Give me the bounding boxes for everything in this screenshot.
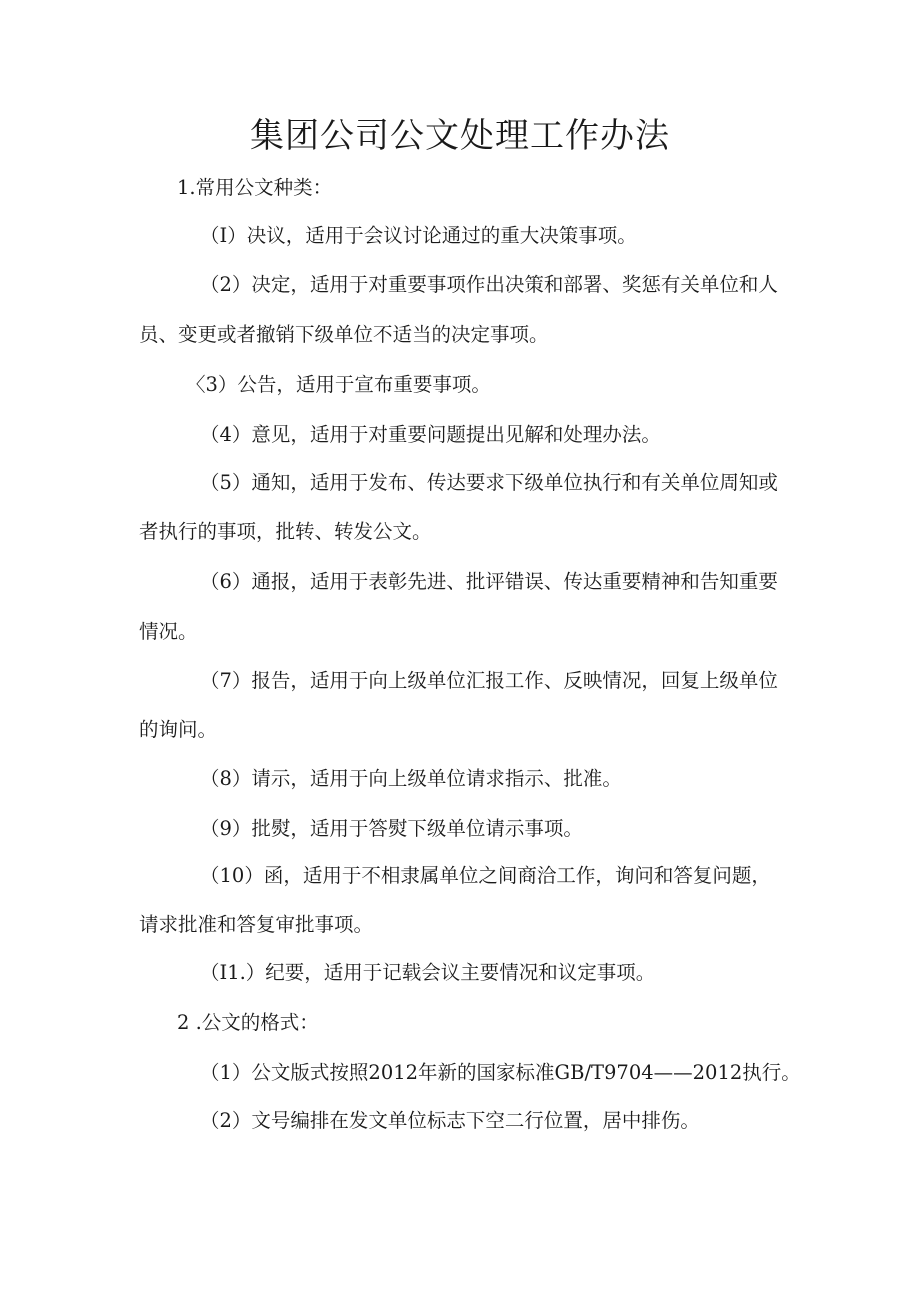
list-item-continuation: 情况。 [139,620,198,643]
section-2-heading: 2 .公文的格式： [177,1011,319,1034]
list-item: （8）请示，适用于向上级单位请求指示、批准。 [200,767,622,790]
list-item: （10）函，适用于不相隶属单位之间商洽工作，询问和答复问题， [200,864,771,887]
list-item: （4）意见，适用于对重要问题提出见解和处理办法。 [200,423,661,446]
list-item: （6）通报，适用于表彰先进、批评错误、传达重要精神和告知重要 [200,570,778,593]
list-item: （I）决议，适用于会议讨论通过的重大决策事项。 [200,224,637,247]
list-item-continuation: 员、变更或者撤销下级单位不适当的决定事项。 [139,323,549,346]
list-item: （7）报告，适用于向上级单位汇报工作、反映情况，回复上级单位 [200,669,778,692]
list-item: （5）通知，适用于发布、传达要求下级单位执行和有关单位周知或 [200,471,778,494]
list-item: （1）公文版式按照2012年新的国家标准GB/T9704——2012执行。 [200,1061,801,1084]
document-title: 集团公司公文处理工作办法 [250,116,670,156]
list-item-continuation: 的询问。 [139,718,218,741]
list-item: （9）批熨，适用于答熨下级单位请示事项。 [200,817,583,840]
list-item: 〈3）公告，适用于宣布重要事项。 [186,373,491,396]
list-item: （2）文号编排在发文单位标志下空二行位置，居中排伤。 [200,1109,700,1132]
list-item-continuation: 者执行的事项，批转、转发公文。 [139,520,432,543]
list-item: （I1.）纪要，适用于记载会议主要情况和议定事项。 [200,961,656,984]
section-1-heading: 1.常用公文种类： [177,176,333,199]
list-item: （2）决定，适用于对重要事项作出决策和部署、奖惩有关单位和人 [200,273,778,296]
list-item-continuation: 请求批准和答复审批事项。 [139,913,374,936]
